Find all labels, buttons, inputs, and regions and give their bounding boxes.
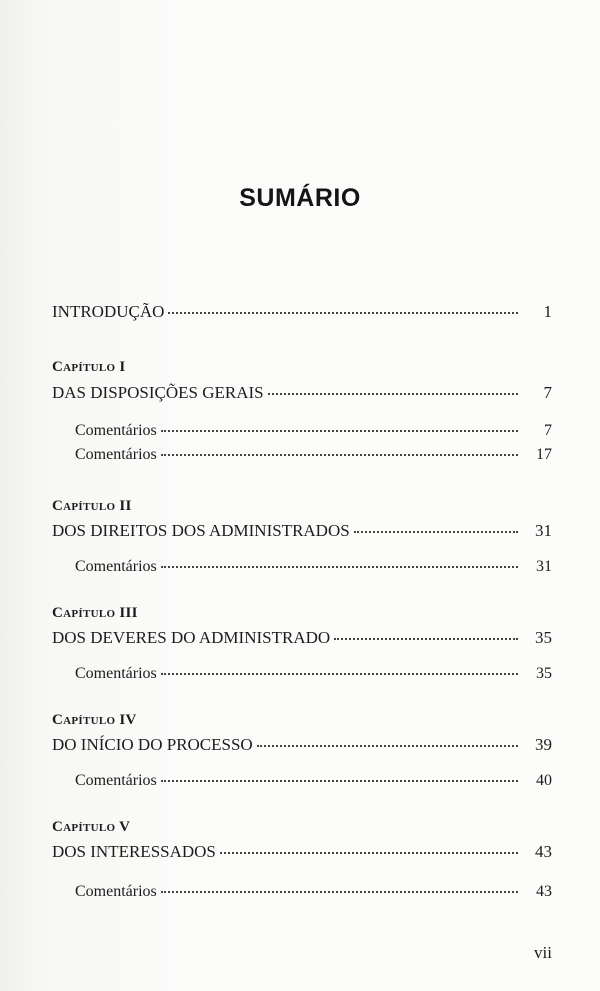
toc-entry-comentarios[interactable] [75, 421, 552, 441]
dot-leader [268, 392, 518, 395]
dot-leader [168, 311, 518, 314]
toc-entry-label: Comentários [75, 422, 157, 439]
toc-entry-page: 31 [535, 521, 552, 540]
dot-leader [161, 429, 518, 432]
toc-entry-label: Comentários [75, 446, 157, 463]
toc-entry-label: DOS INTERESSADOS [52, 842, 216, 861]
toc-entry-page: 17 [536, 446, 552, 463]
dot-leader [257, 744, 518, 747]
dot-leader [161, 453, 518, 456]
chapter-label: Capítulo IV [52, 712, 137, 728]
toc-entry-label: Comentários [75, 772, 157, 789]
chapter-label: Capítulo V [52, 819, 131, 835]
toc-entry-page: 1 [543, 302, 552, 321]
toc-entry-page: 39 [535, 735, 552, 754]
page-number: vii [534, 943, 552, 962]
toc-entry-page: 40 [536, 772, 552, 789]
toc-entry-page: 7 [544, 422, 552, 439]
toc-entry-comentarios[interactable] [75, 445, 552, 465]
toc-entry-label: DAS DISPOSIÇÕES GERAIS [52, 383, 264, 402]
dot-leader [354, 530, 518, 533]
dot-leader [161, 672, 518, 675]
toc-entry-chapter-heading[interactable] [52, 521, 552, 541]
toc-entry-page: 35 [535, 628, 552, 647]
dot-leader [161, 890, 518, 893]
dot-leader [161, 565, 518, 568]
toc-entry-label: Comentários [75, 665, 157, 682]
toc-entry-comentarios[interactable] [75, 882, 552, 902]
toc-entry-page: 35 [536, 665, 552, 682]
toc-entry-chapter-heading[interactable] [52, 735, 552, 755]
toc-entry-label: DOS DIREITOS DOS ADMINISTRADOS [52, 521, 350, 540]
toc-entry-label: Comentários [75, 558, 157, 575]
toc-entry-label: DOS DEVERES DO ADMINISTRADO [52, 628, 331, 647]
toc-entry-page: 7 [543, 383, 552, 402]
toc-entry-page: 31 [536, 558, 552, 575]
chapter-label: Capítulo II [52, 498, 132, 514]
toc-entry-chapter-heading[interactable] [52, 628, 552, 648]
toc-entry-chapter-heading[interactable] [52, 383, 552, 403]
toc-entry-comentarios[interactable] [75, 557, 552, 577]
toc-entry-label: Comentários [75, 883, 157, 900]
toc-entry-page: 43 [535, 842, 552, 861]
chapter-label: Capítulo III [52, 605, 138, 621]
toc-entry-introducao[interactable] [52, 302, 552, 322]
toc-entry-comentarios[interactable] [75, 664, 552, 684]
toc-entry-page: 43 [536, 883, 552, 900]
toc-entry-label: DO INÍCIO DO PROCESSO [52, 735, 253, 754]
dot-leader [161, 779, 518, 782]
dot-leader [334, 637, 518, 640]
dot-leader [220, 851, 518, 854]
chapter-label: Capítulo I [52, 359, 126, 375]
toc-entry-comentarios[interactable] [75, 771, 552, 791]
toc-entry-label: INTRODUÇÃO [52, 302, 165, 321]
toc-entry-chapter-heading[interactable] [52, 842, 552, 862]
page-title: SUMÁRIO [239, 184, 361, 212]
